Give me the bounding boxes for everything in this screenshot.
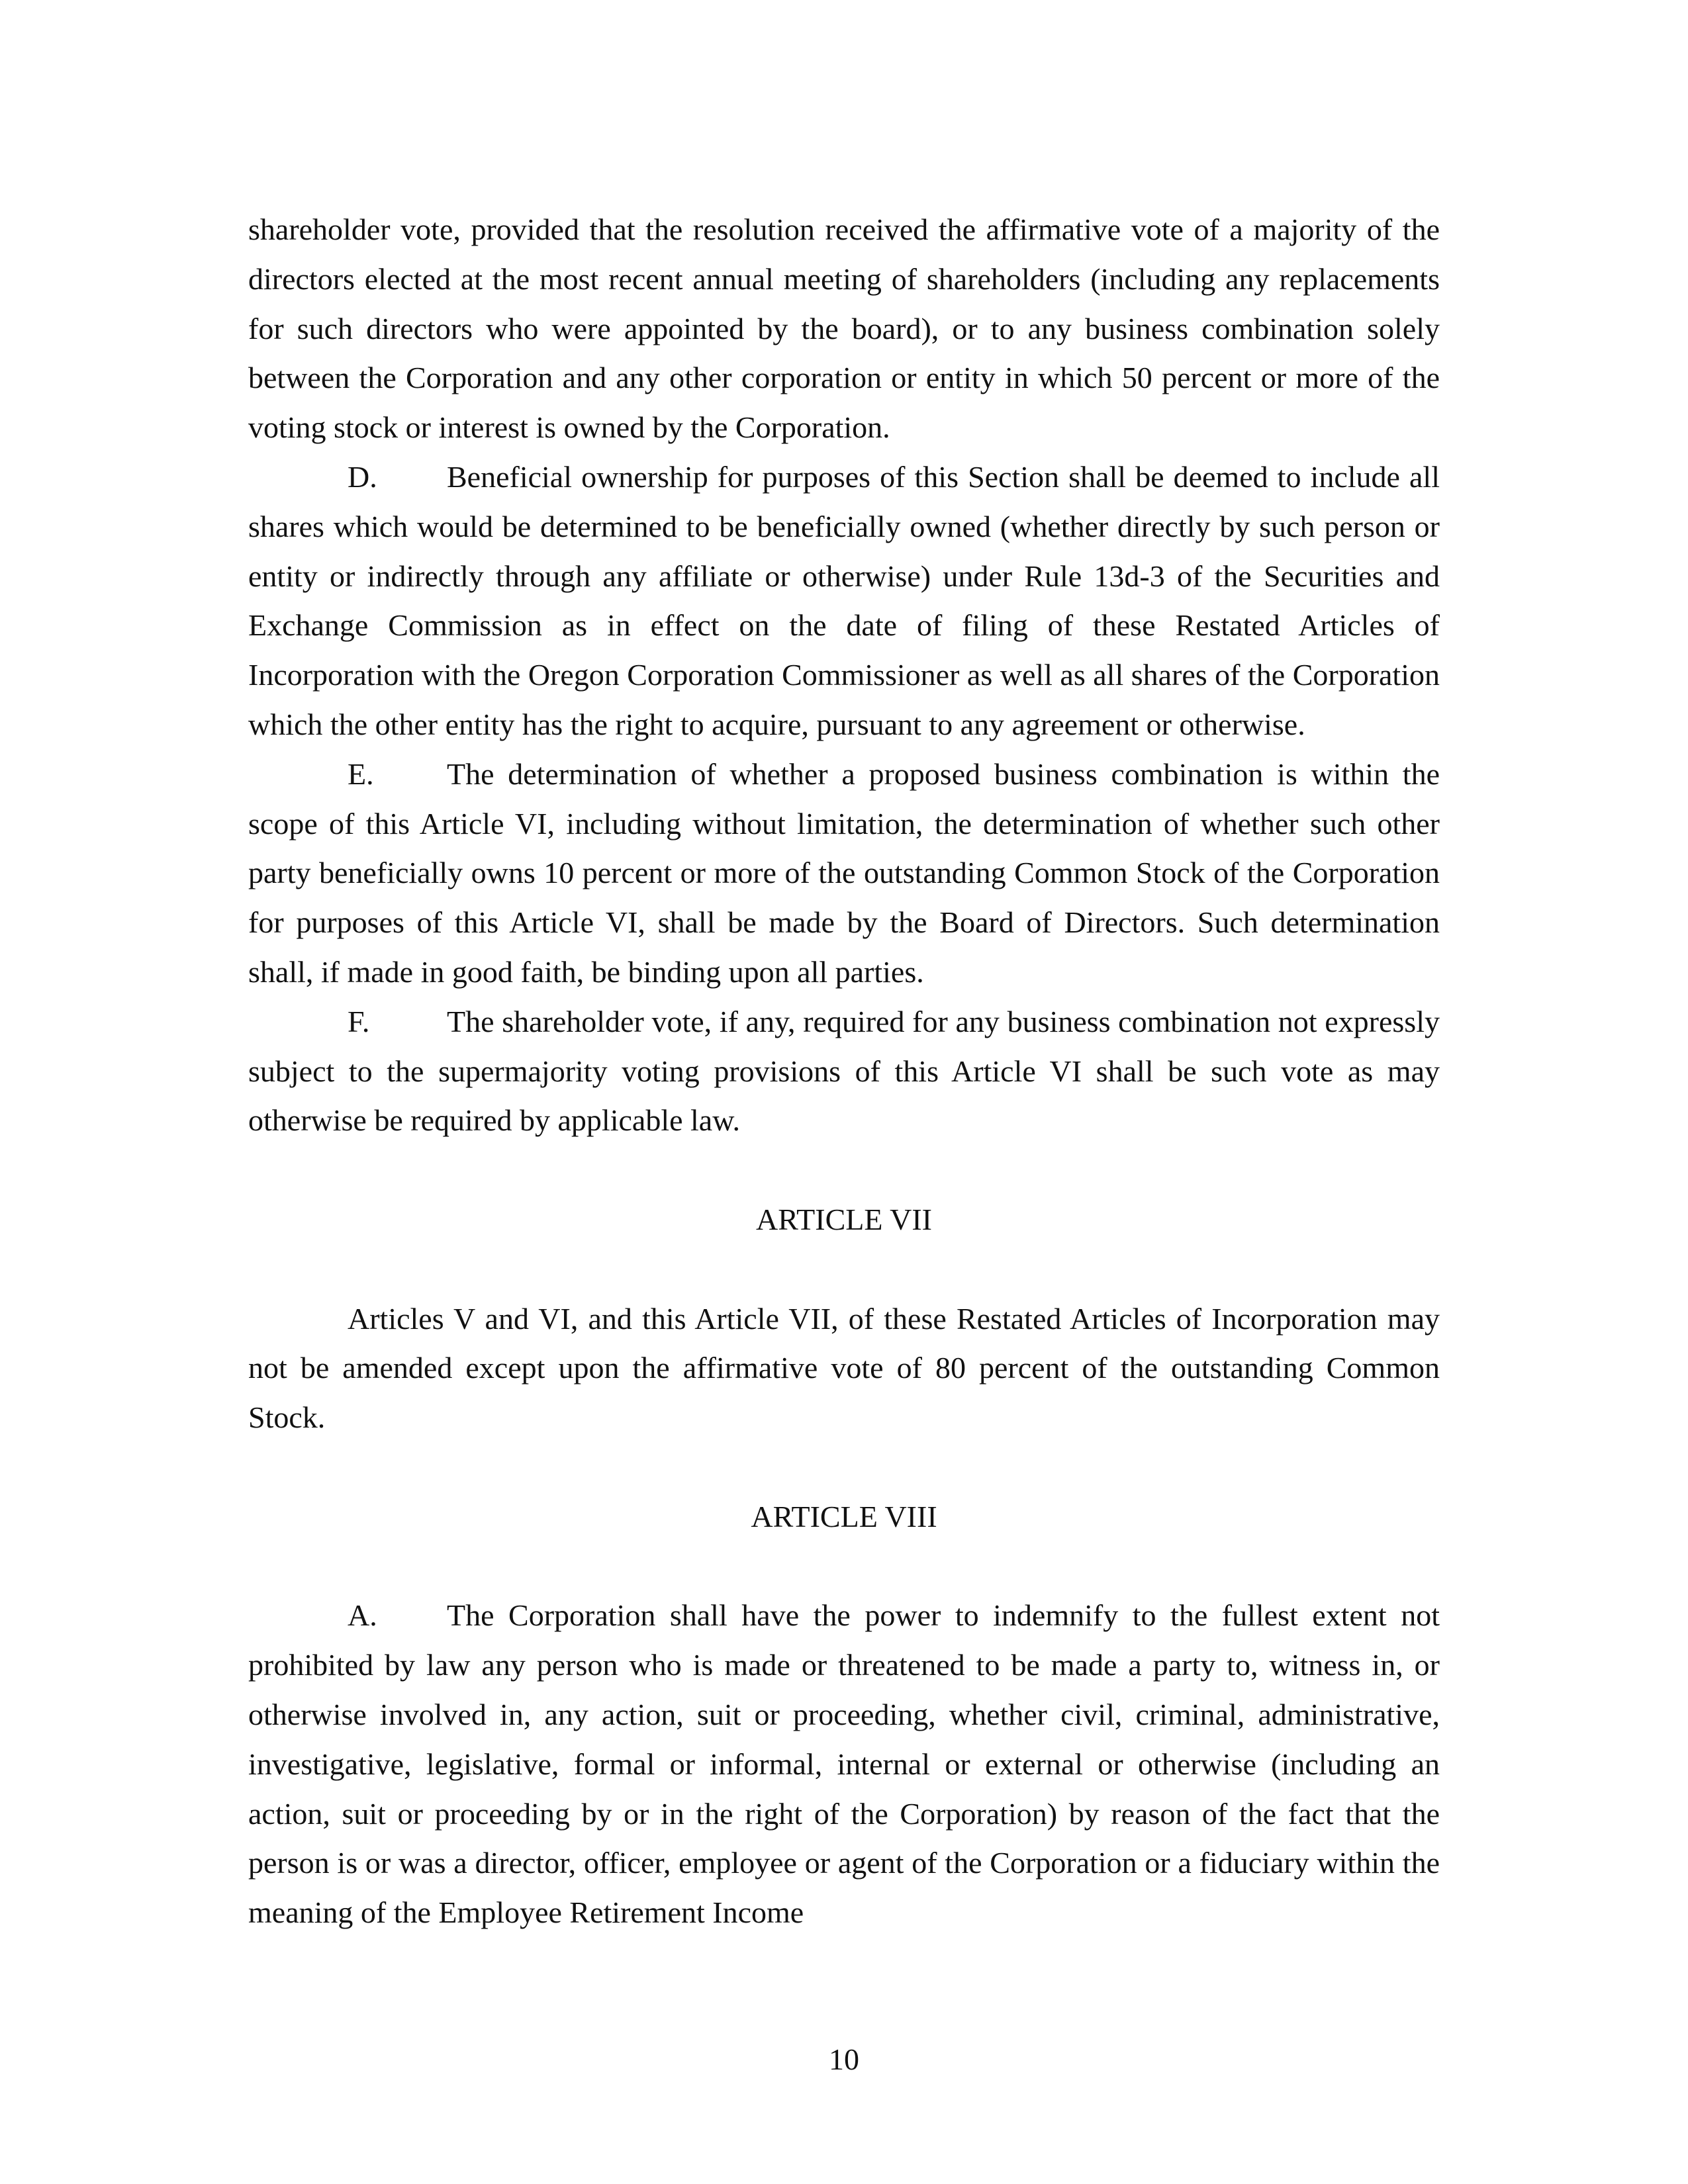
section-d-marker: D. bbox=[348, 459, 377, 494]
spacer bbox=[248, 1443, 1440, 1492]
article-viii-section-a-marker: A. bbox=[348, 1598, 377, 1633]
article-vii-paragraph: Articles V and VI, and this Article VII, of these Restated Articles of Incorporation may not be amended except upon the affirmative vote of 80 percent of the outstanding Common Stock. bbox=[248, 1301, 1440, 1435]
spacer bbox=[248, 1146, 1440, 1195]
document-page bbox=[248, 205, 1440, 1938]
spacer bbox=[248, 1542, 1440, 1592]
continuation-paragraph: shareholder vote, provided that the resolution received the affirmative vote of a majority of the directors elected at the most recent annual meeting of shareholders (including any replacements for such directors who were appointed by the board), or to any business combination solely between the Corporation and any other corporation or entity in which 50 percent or more of the voting stock or interest is owned by the Corporation. bbox=[248, 212, 1440, 445]
section-f-text: The shareholder vote, if any, required for any business combination not expressly subject to the supermajority voting provisions of this Article VI shall be such vote as may otherwise be required by applicable law. bbox=[248, 1004, 1440, 1138]
section-d-text: Beneficial ownership for purposes of this Section shall be deemed to include all shares which would be determined to be beneficially owned (whether directly by such person or entity or indirectly through any affiliate or otherwise) under Rule 13d-3 of the Securities and Exchange Commission as in effect on the date of filing of these Restated Articles of Incorporation with the Oregon Corporation Commissioner as well as all shares of the Corporation which the other entity has the right to acquire, pursuant to any agreement or otherwise. bbox=[248, 459, 1440, 741]
section-f-marker: F. bbox=[348, 1004, 370, 1038]
section-e-paragraph bbox=[248, 750, 1440, 997]
page-number: 10 bbox=[829, 2042, 859, 2076]
section-d-paragraph bbox=[248, 453, 1440, 750]
section-e-marker: E. bbox=[348, 756, 374, 791]
article-viii-section-a-text: The Corporation shall have the power to indemnify to the fullest extent not prohibited by law any person who is made or threatened to be made a party to, witness in, or otherwise involved in, any action, suit or proceeding, whether civil, criminal, administrative, investigative, legislative, formal or informal, internal or external or otherwise (including an action, suit or proceeding by or in the right of the Corporation) by reason of the fact that the person is or was a director, officer, employee or agent of the Corporation or a fiduciary within the meaning of the Employee Retirement Income bbox=[248, 1598, 1440, 1930]
article-viii-heading: ARTICLE VIII bbox=[751, 1499, 937, 1533]
section-f-paragraph bbox=[248, 997, 1440, 1146]
spacer bbox=[248, 1245, 1440, 1295]
section-e-text: The determination of whether a proposed business combination is within the scope of this Article VI, including without limitation, the determination of whether such other party beneficially owns 10 percent or more of the outstanding Common Stock of the Corporation for purposes of this Article VI, shall be made by the Board of Directors. Such determination shall, if made in good faith, be binding upon all parties. bbox=[248, 756, 1440, 989]
article-viii-section-a-paragraph bbox=[248, 1591, 1440, 1938]
article-vii-heading: ARTICLE VII bbox=[756, 1202, 932, 1236]
